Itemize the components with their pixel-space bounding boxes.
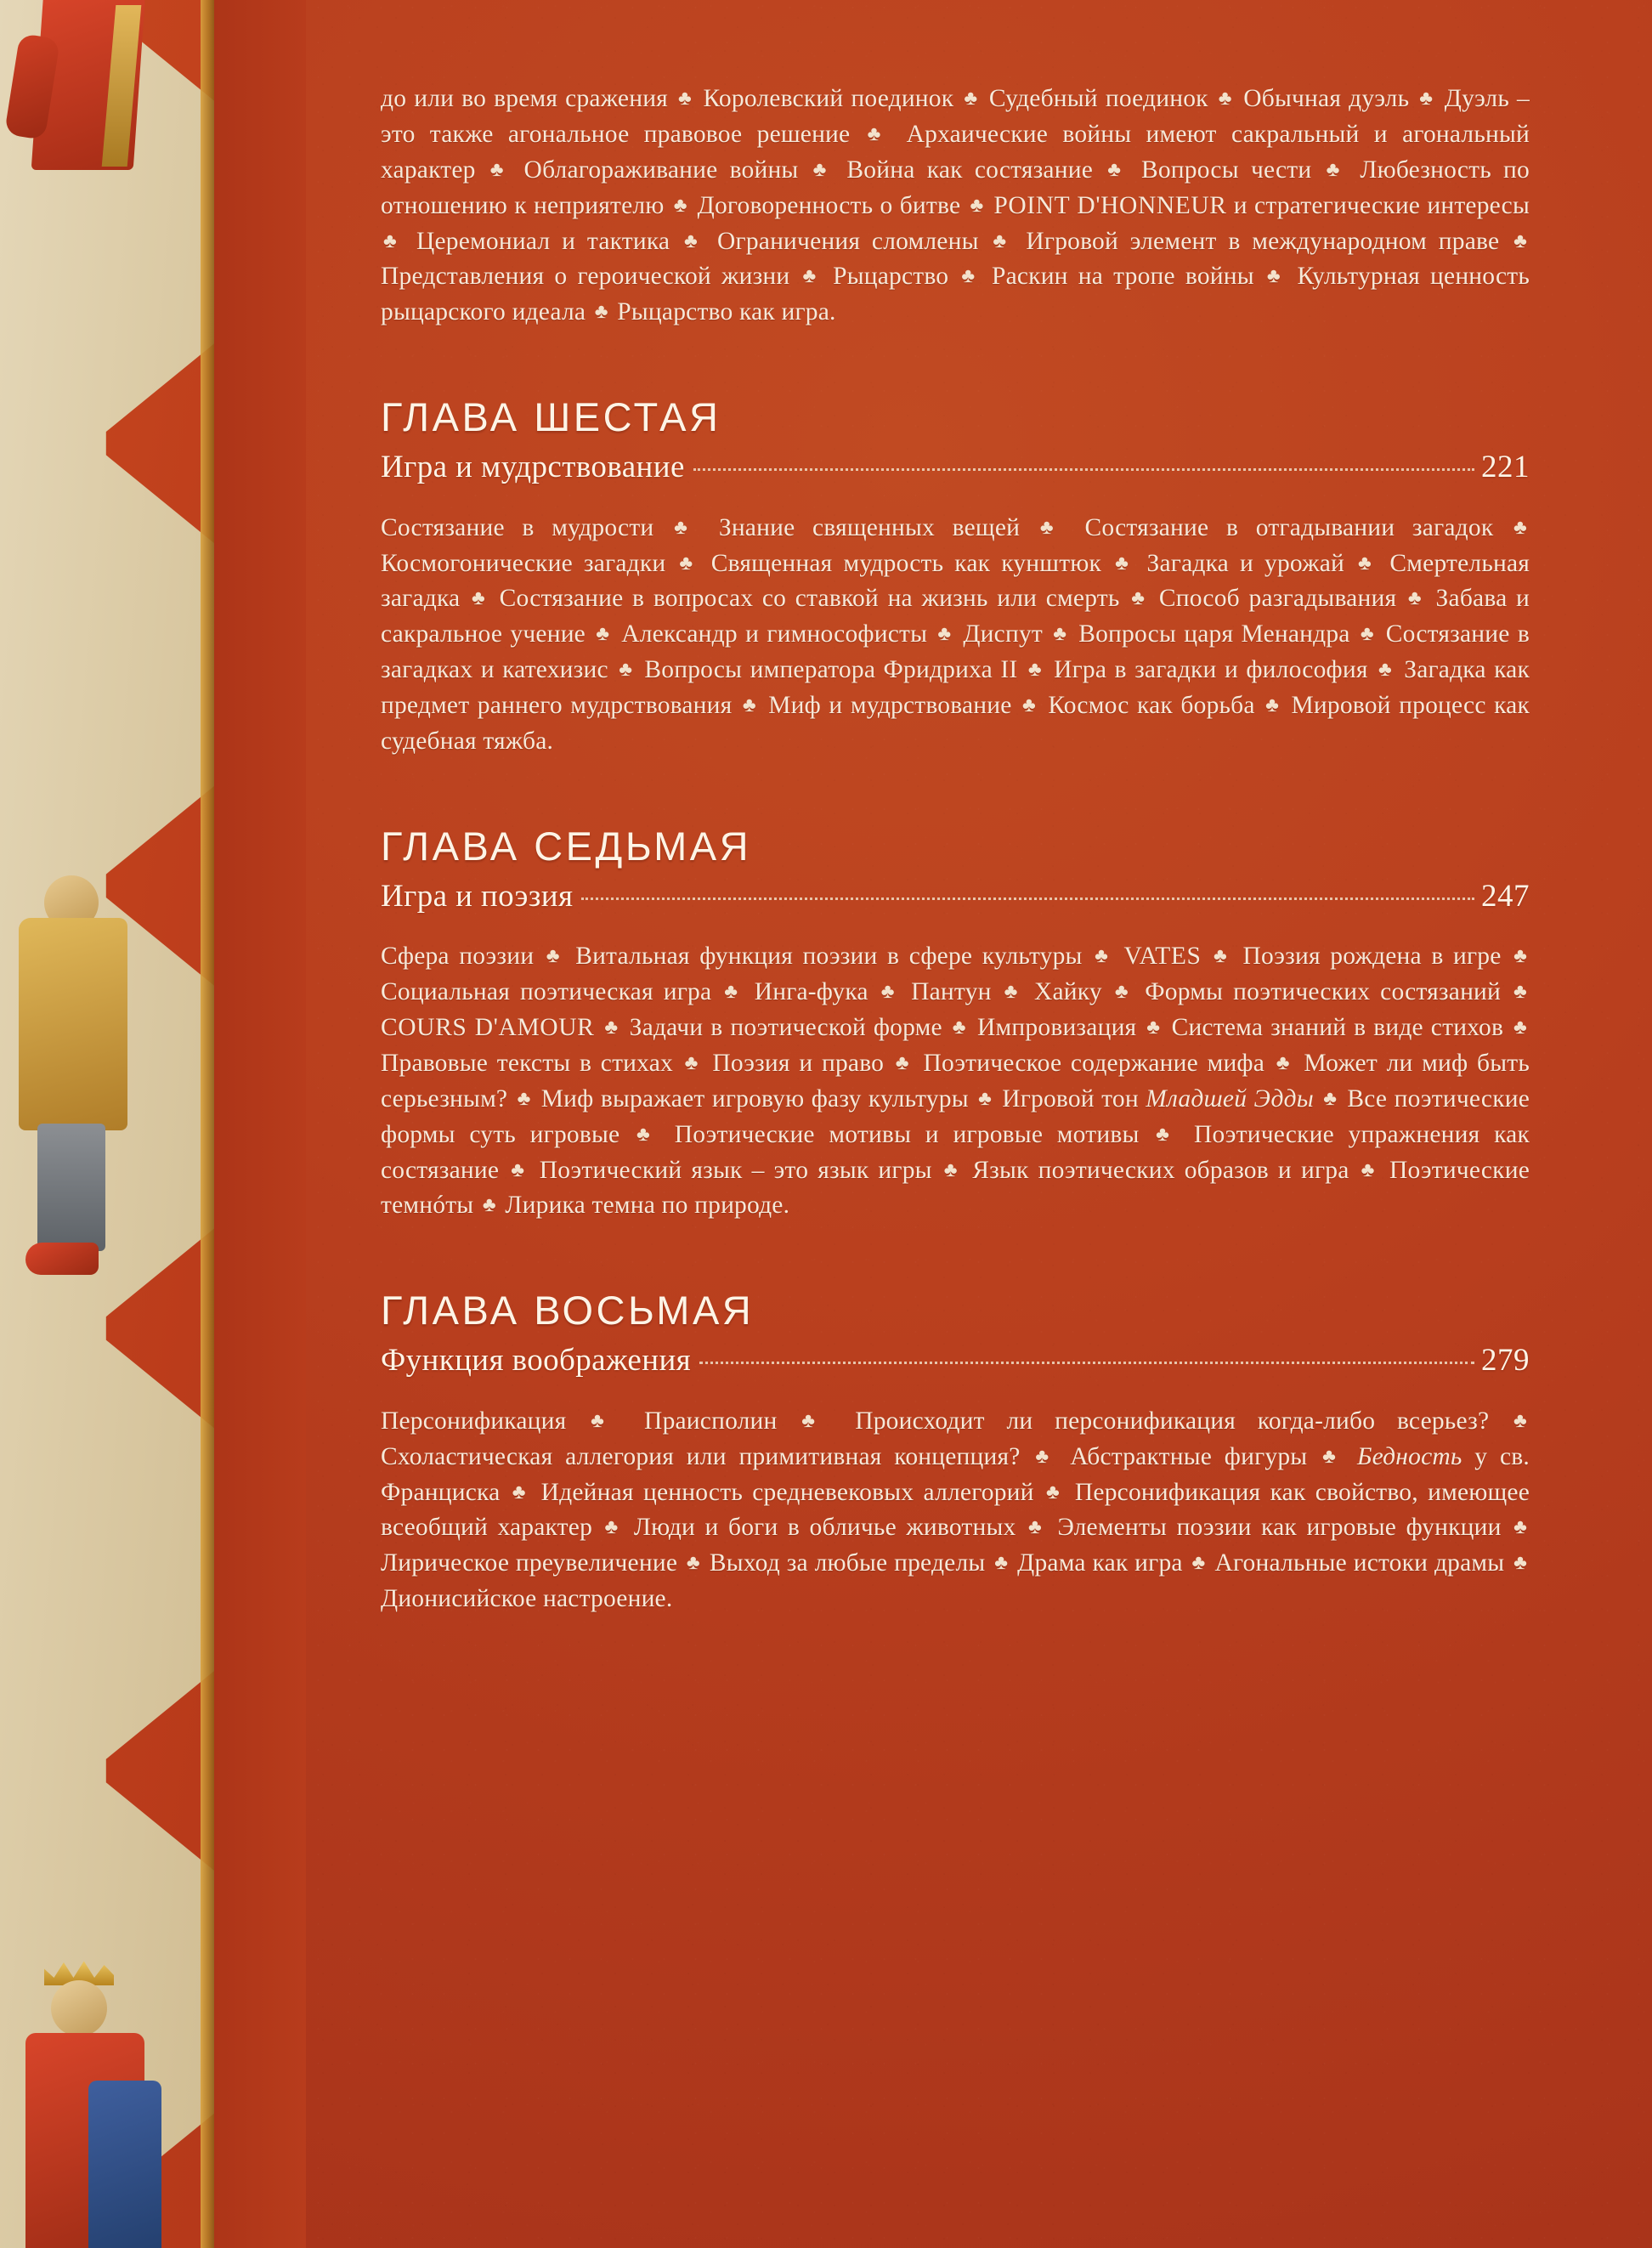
illustration-figure-bottom-blue-garment bbox=[88, 2081, 161, 2248]
club-suit-icon: ♣ bbox=[1513, 945, 1528, 968]
club-suit-icon: ♣ bbox=[812, 158, 833, 181]
club-suit-icon: ♣ bbox=[604, 1516, 622, 1539]
club-suit-icon: ♣ bbox=[594, 301, 608, 324]
illustration-figure-middle-robe bbox=[19, 918, 127, 1130]
chapter-seven-page-number: 247 bbox=[1481, 878, 1530, 914]
club-suit-icon: ♣ bbox=[1266, 265, 1285, 288]
club-suit-icon: ♣ bbox=[1276, 1051, 1293, 1074]
club-suit-icon: ♣ bbox=[686, 1552, 701, 1575]
club-suit-icon: ♣ bbox=[591, 1409, 620, 1432]
club-suit-icon: ♣ bbox=[1358, 552, 1377, 575]
club-suit-icon: ♣ bbox=[1513, 981, 1527, 1004]
club-suit-icon: ♣ bbox=[964, 88, 979, 110]
club-suit-icon: ♣ bbox=[471, 587, 489, 610]
table-of-contents bbox=[381, 82, 1530, 1643]
club-suit-icon: ♣ bbox=[1115, 552, 1134, 575]
club-suit-icon: ♣ bbox=[1131, 587, 1148, 610]
club-suit-icon: ♣ bbox=[678, 88, 693, 110]
club-suit-icon: ♣ bbox=[1156, 1123, 1178, 1146]
chapter-six-page-number: 221 bbox=[1481, 450, 1530, 485]
club-suit-icon: ♣ bbox=[1419, 88, 1434, 110]
club-suit-icon: ♣ bbox=[1114, 981, 1133, 1004]
club-suit-icon: ♣ bbox=[978, 1087, 993, 1110]
club-suit-icon: ♣ bbox=[1027, 659, 1044, 682]
club-suit-icon: ♣ bbox=[1265, 694, 1281, 716]
chapter-eight-title[interactable]: Функция воображения bbox=[381, 1343, 692, 1379]
club-suit-icon: ♣ bbox=[1407, 587, 1424, 610]
club-suit-icon: ♣ bbox=[961, 265, 979, 288]
club-suit-icon: ♣ bbox=[994, 1552, 1009, 1575]
club-suit-icon: ♣ bbox=[1513, 516, 1527, 539]
chapter-six-heading: ГЛАВА ШЕСТАЯ bbox=[381, 394, 721, 440]
club-suit-icon: ♣ bbox=[895, 1051, 912, 1074]
club-suit-icon: ♣ bbox=[1378, 659, 1394, 682]
club-suit-icon: ♣ bbox=[1513, 229, 1528, 252]
club-suit-icon: ♣ bbox=[619, 659, 634, 682]
club-suit-icon: ♣ bbox=[1326, 158, 1346, 181]
club-suit-icon: ♣ bbox=[1218, 88, 1234, 110]
club-suit-icon: ♣ bbox=[546, 945, 563, 968]
club-suit-icon: ♣ bbox=[993, 229, 1012, 252]
club-suit-icon: ♣ bbox=[970, 194, 985, 217]
club-suit-icon: ♣ bbox=[1323, 1087, 1338, 1110]
chapter-five-continued-description: до или во время сражения ♣ Королевский поединок ♣ Судебный поединок ♣ Обычная дуэль ♣ Дуэль – это также агональное правовое решение ♣ Архаические войны имеют сакральный и агональный характер ♣ Облагораживание войны ♣ Война как состязание ♣ Вопросы чести ♣ Любезность по отношению к неприятелю ♣ Договоренность о битве ♣ POINT D'HONNEUR и стратегические интересы ♣ Церемониал и тактика ♣ Ограничения сломлены ♣ Игровой элемент в международном праве ♣ Представления о героической жизни ♣ Рыцарство ♣ Раскин на тропе войны ♣ Культурная ценность рыцарского идеала ♣ Рыцарство как игра. bbox=[381, 85, 1530, 326]
leader-dots bbox=[693, 468, 1474, 471]
illustration-figure-middle-shoe bbox=[25, 1243, 99, 1275]
chapter-eight-description: Персонификация ♣ Праисполин ♣ Происходит ли персонификация когда-либо всерьез? ♣ Схоластическая аллегория или примитивная концепция? ♣ Абстрактные фигуры ♣ Бедность у св. Франциска ♣ Идейная ценность средневековых аллегорий ♣ Персонификация как свойство, имеющее всеобщий характер ♣ Люди и боги в обличье животных ♣ Элементы поэзии как игровые функции ♣ Лирическое преувеличение ♣ Выход за любые пределы ♣ Драма как игра ♣ Агональные истоки драмы ♣ Дионисийское настроение. bbox=[381, 1407, 1530, 1613]
chapter-seven-title-row[interactable] bbox=[381, 878, 1530, 914]
chapter-six-description: Состязание в мудрости ♣ Знание священных вещей ♣ Состязание в отгадывании загадок ♣ Космогонические загадки ♣ Священная мудрость как кунштюк ♣ Загадка и урожай ♣ Смертельная загадка ♣ Состязание в вопросах со ставкой на жизнь или смерть ♣ Способ разгадывания ♣ Забава и сакральное учение ♣ Александр и гимнософисты ♣ Диспут ♣ Вопросы царя Менандра ♣ Состязание в загадках и катехизис ♣ Вопросы императора Фридриха II ♣ Игра в загадки и философия ♣ Загадка как предмет раннего мудрствования ♣ Миф и мудрствование ♣ Космос как борьба ♣ Мировой процесс как судебная тяжба. bbox=[381, 513, 1530, 755]
club-suit-icon: ♣ bbox=[943, 1158, 961, 1181]
illustration-figure-bottom-head bbox=[51, 1980, 107, 2036]
leader-dots bbox=[581, 898, 1474, 900]
club-suit-icon: ♣ bbox=[679, 552, 698, 575]
club-suit-icon: ♣ bbox=[801, 1409, 831, 1432]
club-suit-icon: ♣ bbox=[867, 122, 890, 145]
decorative-illustration-strip bbox=[0, 0, 306, 2248]
club-suit-icon: ♣ bbox=[1361, 1158, 1378, 1181]
club-suit-icon: ♣ bbox=[636, 1123, 659, 1146]
club-suit-icon: ♣ bbox=[684, 1051, 701, 1074]
club-suit-icon: ♣ bbox=[1039, 516, 1065, 539]
chapter-eight-page-number: 279 bbox=[1481, 1343, 1530, 1379]
chapter-entry-six[interactable] bbox=[381, 394, 1530, 760]
club-suit-icon: ♣ bbox=[1214, 945, 1231, 968]
club-suit-icon: ♣ bbox=[596, 623, 611, 646]
illustration-figure-middle-legs bbox=[37, 1124, 105, 1251]
chapter-seven-description: Сфера поэзии ♣ Витальная функция поэзии в сфере культуры ♣ VATES ♣ Поэзия рождена в игре ♣ Социальная поэтическая игра ♣ Инга-фука ♣ Пантун ♣ Хайку ♣ Формы поэтических состязаний ♣ COURS D'AMOUR ♣ Задачи в поэтической форме ♣ Импровизация ♣ Система знаний в виде стихов ♣ Правовые тексты в стихах ♣ Поэзия и право ♣ Поэтическое содержание мифа ♣ Может ли миф быть серьезным? ♣ Миф выражает игровую фазу культуры ♣ Игровой тон Младшей Эдды ♣ Все поэтические формы суть игровые ♣ Поэтические мотивы и игровые мотивы ♣ Поэтические упражнения как состязание ♣ Поэтический язык – это язык игры ♣ Язык поэтических образов и игра ♣ Поэтические темнóты ♣ Лирика темна по природе. bbox=[381, 943, 1530, 1220]
club-suit-icon: ♣ bbox=[489, 158, 510, 181]
club-suit-icon: ♣ bbox=[1322, 1445, 1343, 1468]
club-suit-icon: ♣ bbox=[1095, 945, 1112, 968]
club-suit-icon: ♣ bbox=[742, 694, 758, 716]
club-suit-icon: ♣ bbox=[937, 623, 953, 646]
club-suit-icon: ♣ bbox=[1513, 1516, 1528, 1539]
club-suit-icon: ♣ bbox=[1022, 694, 1038, 716]
club-suit-icon: ♣ bbox=[383, 229, 403, 252]
club-suit-icon: ♣ bbox=[1027, 1516, 1045, 1539]
club-suit-icon: ♣ bbox=[512, 1481, 529, 1503]
club-suit-icon: ♣ bbox=[1035, 1445, 1055, 1468]
club-suit-icon: ♣ bbox=[684, 229, 704, 252]
club-suit-icon: ♣ bbox=[482, 1194, 496, 1217]
club-suit-icon: ♣ bbox=[1146, 1016, 1162, 1039]
decor-gold-edge bbox=[201, 0, 214, 2248]
club-suit-icon: ♣ bbox=[1004, 981, 1021, 1004]
club-suit-icon: ♣ bbox=[1360, 623, 1376, 646]
chapter-six-title[interactable]: Игра и мудрствование bbox=[381, 450, 685, 485]
club-suit-icon: ♣ bbox=[511, 1158, 528, 1181]
chapter-seven-title[interactable]: Игра и поэзия bbox=[381, 878, 574, 914]
club-suit-icon: ♣ bbox=[604, 1016, 620, 1039]
decor-inner-red-band bbox=[214, 0, 306, 2248]
chapter-six-title-row[interactable] bbox=[381, 449, 1530, 485]
chapter-entry-eight[interactable] bbox=[381, 1287, 1530, 1617]
club-suit-icon: ♣ bbox=[673, 194, 688, 217]
club-suit-icon: ♣ bbox=[880, 981, 899, 1004]
club-suit-icon: ♣ bbox=[1513, 1409, 1527, 1432]
club-suit-icon: ♣ bbox=[802, 265, 821, 288]
leader-dots bbox=[699, 1362, 1474, 1364]
club-suit-icon: ♣ bbox=[952, 1016, 968, 1039]
club-suit-icon: ♣ bbox=[1107, 158, 1127, 181]
club-suit-icon: ♣ bbox=[724, 981, 742, 1004]
club-suit-icon: ♣ bbox=[1513, 1016, 1527, 1039]
chapter-eight-heading: ГЛАВА ВОСЬМАЯ bbox=[381, 1288, 755, 1334]
club-suit-icon: ♣ bbox=[517, 1087, 532, 1110]
club-suit-icon: ♣ bbox=[1191, 1552, 1206, 1575]
chapter-seven-heading: ГЛАВА СЕДЬМАЯ bbox=[381, 823, 752, 869]
club-suit-icon: ♣ bbox=[674, 516, 699, 539]
club-suit-icon: ♣ bbox=[1513, 1552, 1528, 1575]
chapter-entry-seven[interactable] bbox=[381, 823, 1530, 1225]
club-suit-icon: ♣ bbox=[1045, 1481, 1063, 1503]
chapter-eight-title-row[interactable] bbox=[381, 1342, 1530, 1379]
club-suit-icon: ♣ bbox=[1053, 623, 1068, 646]
